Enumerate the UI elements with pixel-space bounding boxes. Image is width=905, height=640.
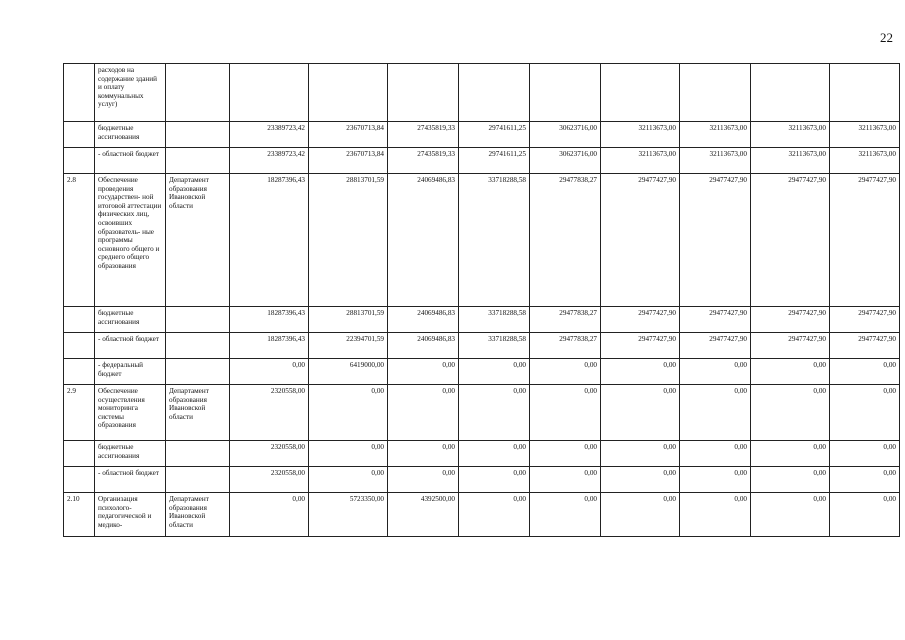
row-name-cell: Обеспечение осуществления мониторинга системы образования: [95, 385, 166, 441]
value-cell: 0,00: [230, 359, 309, 385]
table-row: [64, 441, 900, 467]
table-row: [64, 333, 900, 359]
row-number-cell: [64, 148, 95, 174]
value-cell: 0,00: [459, 359, 530, 385]
row-number-cell: [64, 467, 95, 493]
row-name-cell: - областной бюджет: [95, 148, 166, 174]
value-cell: 0,00: [751, 359, 830, 385]
row-name-cell: - областной бюджет: [95, 467, 166, 493]
executor-cell: Департамент образования Ивановской области: [166, 493, 230, 537]
row-number-cell: 2.9: [64, 385, 95, 441]
table-body: [64, 64, 900, 537]
value-cell: 0,00: [388, 359, 459, 385]
value-cell: 0,00: [830, 493, 900, 537]
value-cell: 28813701,59: [309, 174, 388, 307]
value-cell: 6419000,00: [309, 359, 388, 385]
value-cell: 24069486,83: [388, 333, 459, 359]
value-cell: [388, 64, 459, 122]
value-cell: [230, 64, 309, 122]
value-cell: 27435819,33: [388, 148, 459, 174]
table-row: [64, 467, 900, 493]
value-cell: [309, 64, 388, 122]
value-cell: [601, 64, 680, 122]
value-cell: 0,00: [459, 467, 530, 493]
value-cell: 29477838,27: [530, 333, 601, 359]
value-cell: 29477427,90: [751, 307, 830, 333]
value-cell: 32113673,00: [680, 148, 751, 174]
row-number-cell: [64, 441, 95, 467]
value-cell: 0,00: [459, 385, 530, 441]
table-row: [64, 385, 900, 441]
value-cell: 0,00: [680, 467, 751, 493]
value-cell: 18287396,43: [230, 307, 309, 333]
executor-cell: [166, 148, 230, 174]
value-cell: [751, 64, 830, 122]
value-cell: 0,00: [751, 441, 830, 467]
value-cell: 29477427,90: [601, 174, 680, 307]
value-cell: 29477427,90: [751, 174, 830, 307]
value-cell: 0,00: [601, 359, 680, 385]
executor-cell: [166, 441, 230, 467]
value-cell: 23389723,42: [230, 122, 309, 148]
page-number: 22: [880, 30, 893, 45]
value-cell: 29477427,90: [680, 307, 751, 333]
value-cell: 0,00: [830, 441, 900, 467]
value-cell: 0,00: [830, 467, 900, 493]
value-cell: 0,00: [601, 441, 680, 467]
value-cell: 18287396,43: [230, 333, 309, 359]
executor-cell: [166, 333, 230, 359]
value-cell: [680, 64, 751, 122]
value-cell: 23670713,84: [309, 122, 388, 148]
value-cell: 24069486,83: [388, 174, 459, 307]
value-cell: 29477427,90: [751, 333, 830, 359]
value-cell: 32113673,00: [680, 122, 751, 148]
value-cell: 2320558,00: [230, 441, 309, 467]
value-cell: 29477427,90: [830, 307, 900, 333]
table-row: [64, 122, 900, 148]
value-cell: 32113673,00: [601, 148, 680, 174]
value-cell: 33718288,58: [459, 174, 530, 307]
value-cell: 32113673,00: [830, 122, 900, 148]
value-cell: 0,00: [530, 467, 601, 493]
executor-cell: [166, 467, 230, 493]
executor-cell: [166, 64, 230, 122]
value-cell: 0,00: [309, 467, 388, 493]
value-cell: 29477838,27: [530, 307, 601, 333]
row-number-cell: [64, 333, 95, 359]
value-cell: 0,00: [680, 493, 751, 537]
value-cell: 0,00: [309, 441, 388, 467]
row-name-cell: бюджетные ассигнования: [95, 307, 166, 333]
value-cell: 0,00: [530, 441, 601, 467]
value-cell: 0,00: [388, 385, 459, 441]
value-cell: 0,00: [680, 359, 751, 385]
value-cell: 32113673,00: [601, 122, 680, 148]
executor-cell: [166, 122, 230, 148]
value-cell: 23389723,42: [230, 148, 309, 174]
value-cell: [830, 64, 900, 122]
row-number-cell: [64, 122, 95, 148]
row-name-cell: бюджетные ассигнования: [95, 122, 166, 148]
value-cell: 0,00: [601, 493, 680, 537]
table-row: [64, 148, 900, 174]
value-cell: 5723350,00: [309, 493, 388, 537]
value-cell: 29741611,25: [459, 122, 530, 148]
value-cell: 0,00: [830, 359, 900, 385]
row-number-cell: [64, 64, 95, 122]
table-row: [64, 359, 900, 385]
row-name-cell: Обеспечение проведения государствен- ной итоговой аттестации физических лиц, освоивших образователь- ные программы основного общего и среднего общего образования: [95, 174, 166, 307]
value-cell: 23670713,84: [309, 148, 388, 174]
value-cell: 29477838,27: [530, 174, 601, 307]
table-row: [64, 174, 900, 307]
value-cell: 29477427,90: [601, 307, 680, 333]
value-cell: 0,00: [680, 441, 751, 467]
value-cell: 0,00: [530, 359, 601, 385]
value-cell: 29477427,90: [680, 174, 751, 307]
value-cell: 0,00: [530, 493, 601, 537]
value-cell: 29477427,90: [830, 333, 900, 359]
value-cell: 18287396,43: [230, 174, 309, 307]
executor-cell: [166, 307, 230, 333]
value-cell: 29477427,90: [680, 333, 751, 359]
value-cell: 0,00: [459, 493, 530, 537]
value-cell: 0,00: [459, 441, 530, 467]
executor-cell: [166, 359, 230, 385]
value-cell: 2320558,00: [230, 385, 309, 441]
executor-cell: Департамент образования Ивановской области: [166, 174, 230, 307]
value-cell: 29741611,25: [459, 148, 530, 174]
value-cell: 33718288,58: [459, 307, 530, 333]
value-cell: 33718288,58: [459, 333, 530, 359]
value-cell: 0,00: [601, 385, 680, 441]
value-cell: 4392500,00: [388, 493, 459, 537]
row-number-cell: [64, 307, 95, 333]
value-cell: 0,00: [388, 441, 459, 467]
row-number-cell: [64, 359, 95, 385]
row-name-cell: расходов на содержание зданий и оплату коммунальных услуг): [95, 64, 166, 122]
value-cell: [459, 64, 530, 122]
value-cell: 30623716,00: [530, 122, 601, 148]
row-name-cell: Организация психолого- педагогической и медико-: [95, 493, 166, 537]
value-cell: 22394701,59: [309, 333, 388, 359]
value-cell: 0,00: [751, 385, 830, 441]
value-cell: 0,00: [601, 467, 680, 493]
value-cell: 28813701,59: [309, 307, 388, 333]
row-number-cell: 2.8: [64, 174, 95, 307]
value-cell: 0,00: [530, 385, 601, 441]
executor-cell: Департамент образования Ивановской области: [166, 385, 230, 441]
value-cell: 32113673,00: [751, 122, 830, 148]
table-row: [64, 307, 900, 333]
value-cell: 0,00: [309, 385, 388, 441]
table-row: [64, 493, 900, 537]
value-cell: 30623716,00: [530, 148, 601, 174]
value-cell: 0,00: [680, 385, 751, 441]
value-cell: 0,00: [388, 467, 459, 493]
row-name-cell: бюджетные ассигнования: [95, 441, 166, 467]
row-number-cell: 2.10: [64, 493, 95, 537]
value-cell: 0,00: [751, 493, 830, 537]
row-name-cell: - областной бюджет: [95, 333, 166, 359]
value-cell: [530, 64, 601, 122]
value-cell: 32113673,00: [751, 148, 830, 174]
value-cell: 29477427,90: [601, 333, 680, 359]
value-cell: 27435819,33: [388, 122, 459, 148]
value-cell: 0,00: [751, 467, 830, 493]
value-cell: 29477427,90: [830, 174, 900, 307]
budget-table: [63, 63, 900, 537]
table-row: [64, 64, 900, 122]
value-cell: 32113673,00: [830, 148, 900, 174]
value-cell: 2320558,00: [230, 467, 309, 493]
value-cell: 0,00: [230, 493, 309, 537]
value-cell: 24069486,83: [388, 307, 459, 333]
value-cell: 0,00: [830, 385, 900, 441]
row-name-cell: - федеральный бюджет: [95, 359, 166, 385]
